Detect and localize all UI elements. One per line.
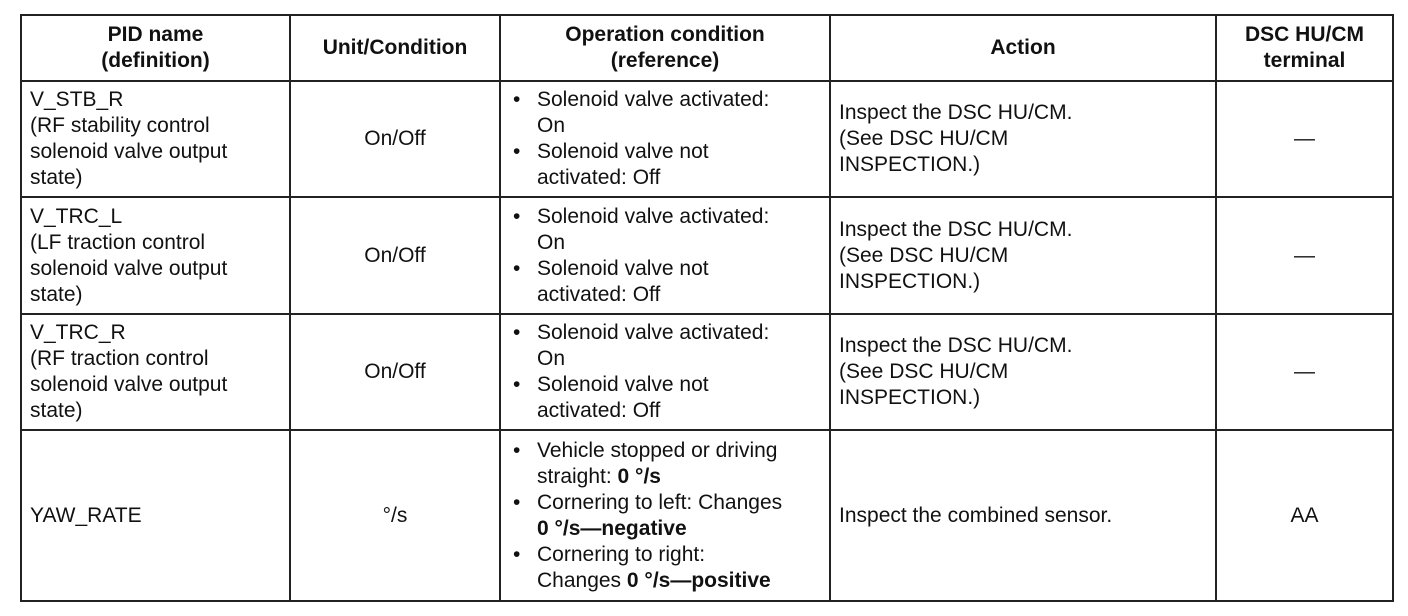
- terminal-cell: —: [1216, 314, 1393, 430]
- unit-cell: On/Off: [290, 197, 500, 313]
- list-item: • Solenoid valve activated: On: [509, 320, 821, 372]
- header-pid-name: PID name (definition): [21, 15, 290, 81]
- table-row: [21, 314, 1393, 430]
- list-item: • Solenoid valve not activated: Off: [509, 139, 821, 191]
- unit-cell: °/s: [290, 430, 500, 601]
- terminal-cell: —: [1216, 197, 1393, 313]
- list-item: • Solenoid valve activated: On: [509, 87, 821, 139]
- list-item: • Cornering to right: Changes 0 °/s—positive: [509, 542, 821, 594]
- list-item: • Vehicle stopped or driving straight: 0 °/s: [509, 438, 821, 490]
- action-cell: Inspect the DSC HU/CM. (See DSC HU/CM INSPECTION.): [830, 197, 1216, 313]
- header-unit-condition: Unit/Condition: [290, 15, 500, 81]
- action-cell: Inspect the combined sensor.: [830, 430, 1216, 601]
- terminal-cell: AA: [1216, 430, 1393, 601]
- header-terminal: DSC HU/CM terminal: [1216, 15, 1393, 81]
- list-item: • Solenoid valve activated: On: [509, 204, 821, 256]
- table-row: [21, 430, 1393, 601]
- list-item: • Cornering to left: Changes 0 °/s—negative: [509, 490, 821, 542]
- pid-table: [20, 14, 1394, 602]
- table-row: [21, 197, 1393, 313]
- header-action: Action: [830, 15, 1216, 81]
- unit-cell: On/Off: [290, 81, 500, 197]
- list-item: • Solenoid valve not activated: Off: [509, 372, 821, 424]
- pid-cell: V_TRC_R (RF traction control solenoid valve output state): [21, 314, 290, 430]
- operation-cell: [500, 430, 830, 601]
- operation-cell: [500, 314, 830, 430]
- header-row: [21, 15, 1393, 81]
- header-operation-condition: Operation condition (reference): [500, 15, 830, 81]
- operation-cell: [500, 197, 830, 313]
- table-row: [21, 81, 1393, 197]
- operation-cell: [500, 81, 830, 197]
- terminal-cell: —: [1216, 81, 1393, 197]
- list-item: • Solenoid valve not activated: Off: [509, 256, 821, 308]
- pid-cell: YAW_RATE: [21, 430, 290, 601]
- pid-cell: V_TRC_L (LF traction control solenoid valve output state): [21, 197, 290, 313]
- unit-cell: On/Off: [290, 314, 500, 430]
- action-cell: Inspect the DSC HU/CM. (See DSC HU/CM INSPECTION.): [830, 314, 1216, 430]
- action-cell: Inspect the DSC HU/CM. (See DSC HU/CM INSPECTION.): [830, 81, 1216, 197]
- pid-cell: V_STB_R (RF stability control solenoid valve output state): [21, 81, 290, 197]
